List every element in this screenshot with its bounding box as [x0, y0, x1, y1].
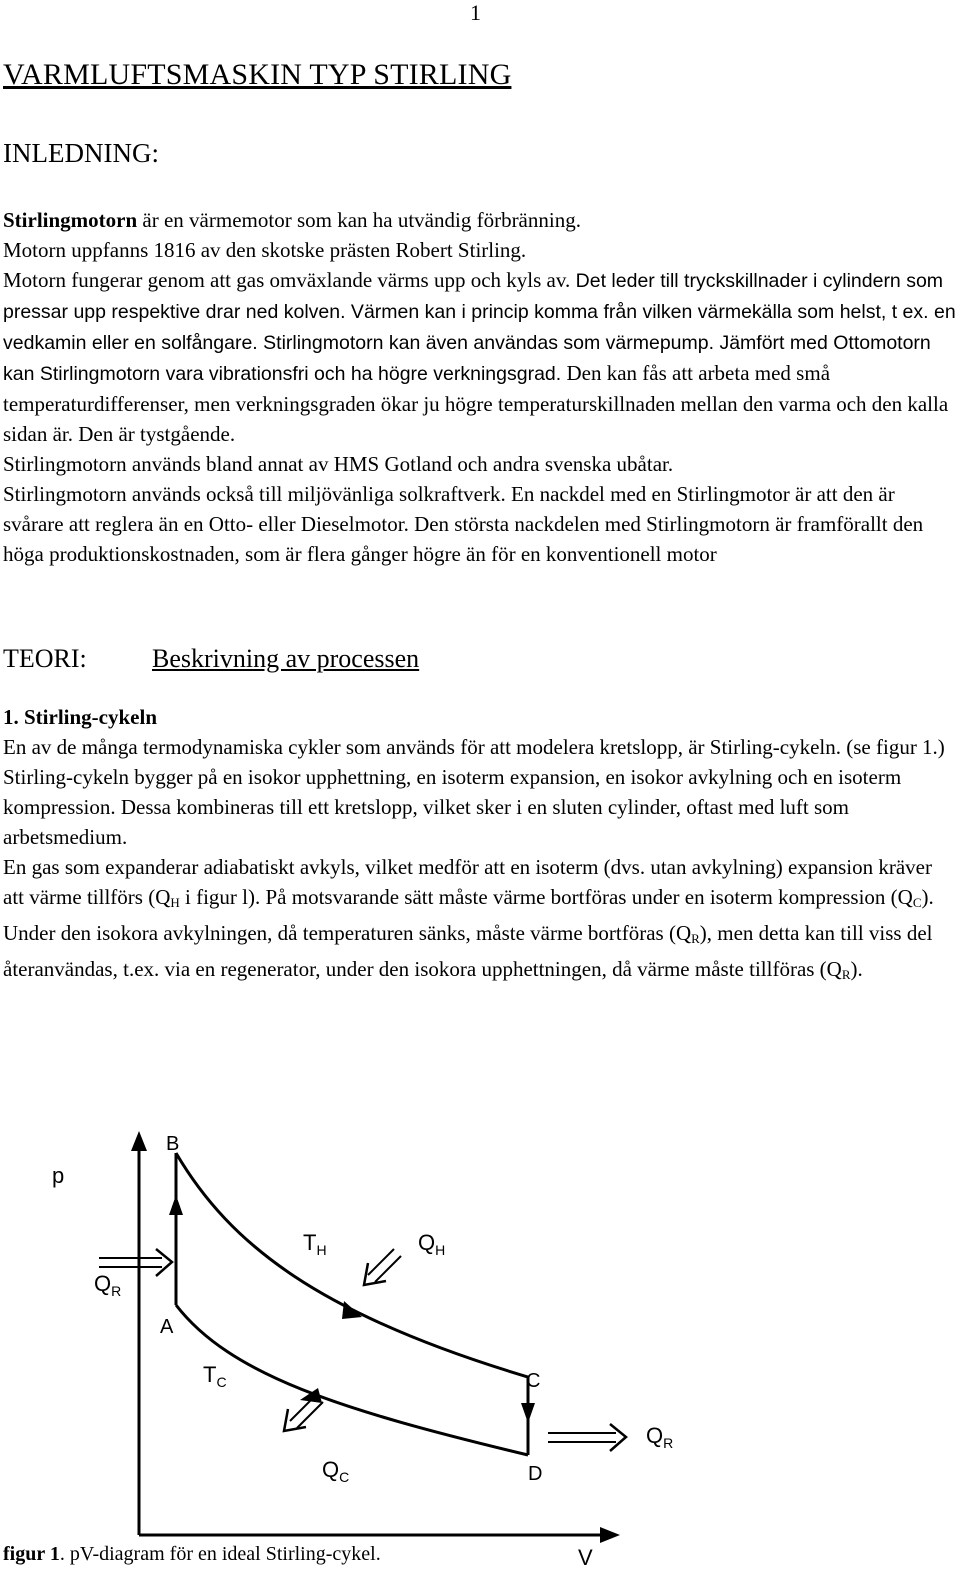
- teori-subtitle: Beskrivning av processen: [152, 644, 420, 673]
- point-d: D: [528, 1463, 543, 1485]
- arrow-c-to-d: [521, 1403, 535, 1423]
- document-title: VARMLUFTSMASKIN TYP STIRLING: [3, 58, 512, 91]
- label-qc: $Q_C$: [322, 1457, 350, 1485]
- intro-heading: INLEDNING:: [3, 138, 159, 168]
- intro-line-1-rest: är en värmemotor som kan ha utvändig förbränning.: [137, 208, 581, 232]
- point-b: B: [166, 1133, 180, 1155]
- p3-sub-c: C: [912, 895, 922, 910]
- cycle-paragraph-1: En av de många termodynamiska cykler som används för att modelera kretslopp, är Stirling-cykeln. (se figur 1.): [3, 735, 945, 759]
- cycle-heading-text: 1. Stirling-cykeln: [3, 705, 158, 729]
- intro-line-1: [3, 205, 958, 235]
- isotherm-tc: [176, 1305, 528, 1455]
- caption-bold: figur 1: [3, 1543, 60, 1565]
- intro-line-4: Den kan fås att arbeta med små temperaturdifferenser, men verkningsgraden ökar ju högre temperaturskillnaden mellan den varma och den kalla sidan är. Den är tystgående.: [3, 361, 949, 446]
- p4-part-a: Under den isokora avkylningen, då temperaturen sänks, måste värme bortföras (Q: [3, 921, 692, 945]
- axis-label-v: V: [578, 1545, 593, 1565]
- y-axis-arrow: [131, 1131, 147, 1151]
- caption-rest: . pV-diagram för en ideal Stirling-cykel.: [59, 1543, 381, 1565]
- cycle-paragraph-2: Stirling-cykeln bygger på en isokor upphettning, en isoterm expansion, en isokor avkylning och en isoterm kompression. Dessa kombineras till ett kretslopp, vilket sker i en sluten cylinder, oftast med luft som arbetsmedium.: [3, 765, 902, 849]
- cycle-paragraph-3: [3, 852, 958, 918]
- p3-part-b: i figur l). På motsvarande sätt måste värme bortföras under en isoterm kompression (Q: [179, 885, 913, 909]
- qr-right-heat-arrow: [548, 1424, 626, 1451]
- p3-part-c: ).: [921, 885, 934, 909]
- label-th: $T_H$: [303, 1230, 327, 1258]
- intro-line-5: Stirlingmotorn används bland annat av HMS Gotland och andra svenska ubåtar.: [3, 452, 674, 476]
- p4-sub-r2: R: [841, 967, 851, 982]
- point-c: C: [526, 1370, 541, 1392]
- p4-part-b: ), men detta kan till viss del återanvändas, t.ex. via en regenerator, under den isokora upphettningen, då värme måste tillföras (Q: [3, 921, 933, 981]
- intro-paragraph: [3, 205, 958, 569]
- p4-part-c: ).: [850, 957, 863, 981]
- intro-line-2: Motorn uppfanns 1816 av den skotske prästen Robert Stirling.: [3, 238, 527, 262]
- axis-label-p: p: [52, 1163, 65, 1188]
- teori-label: TEORI:: [3, 644, 87, 673]
- isotherm-th: [176, 1153, 528, 1377]
- page-number: 1: [470, 0, 481, 25]
- intro-line-3b: Det leder till tryckskillnader i cylindern som pressar upp respektive drar ned kolven. Värmen kan i princip komma från vilken värmekälla som helst, t ex. en vedkamin eller en solfångare. Stirlingmotorn kan även användas som värmepump. Jämfört med Ottomotorn kan Stirlingmotorn vara vibrationsfri och ha högre verkningsgrad.: [3, 270, 956, 385]
- intro-line-3: [3, 265, 958, 449]
- pv-diagram: [0, 1095, 720, 1565]
- intro-line-6: Stirlingmotorn används också till miljövänliga solkraftverk. En nackdel med en Stirlingmotor är att den är svårare att reglera än en Otto- eller Dieselmotor. Den största nackdelen med Stirlingmotorn är framförallt den höga produktionskostnaden, som är flera gånger högre än för en konventionell motor: [3, 482, 924, 566]
- arrow-b-to-c: [342, 1301, 362, 1319]
- figure-caption: [3, 1543, 381, 1566]
- label-qr-right: $Q_R$: [646, 1423, 674, 1451]
- arrow-a-to-b: [169, 1195, 183, 1215]
- p3-part-a: En gas som expanderar adiabatiskt avkyls, vilket medför att en isoterm (dvs. utan avkylning) expansion kräver att värme tillförs (Q: [3, 855, 932, 909]
- p3-sub-h: H: [170, 895, 180, 910]
- point-a: A: [160, 1316, 174, 1338]
- cycle-section: [3, 702, 958, 990]
- p4-sub-r1: R: [691, 931, 700, 946]
- label-tc: $T_C$: [203, 1362, 227, 1390]
- label-qr-left: $Q_R$: [94, 1271, 122, 1299]
- cycle-paragraph-4: [3, 918, 958, 990]
- label-qh: $Q_H$: [418, 1230, 446, 1258]
- intro-line-3a: Motorn fungerar genom att gas omväxlande värms upp och kyls av.: [3, 268, 571, 292]
- cycle-heading: [3, 702, 958, 732]
- qh-heat-arrow: [364, 1249, 401, 1285]
- intro-bold-lead: Stirlingmotorn: [3, 208, 138, 232]
- x-axis-arrow: [600, 1527, 620, 1543]
